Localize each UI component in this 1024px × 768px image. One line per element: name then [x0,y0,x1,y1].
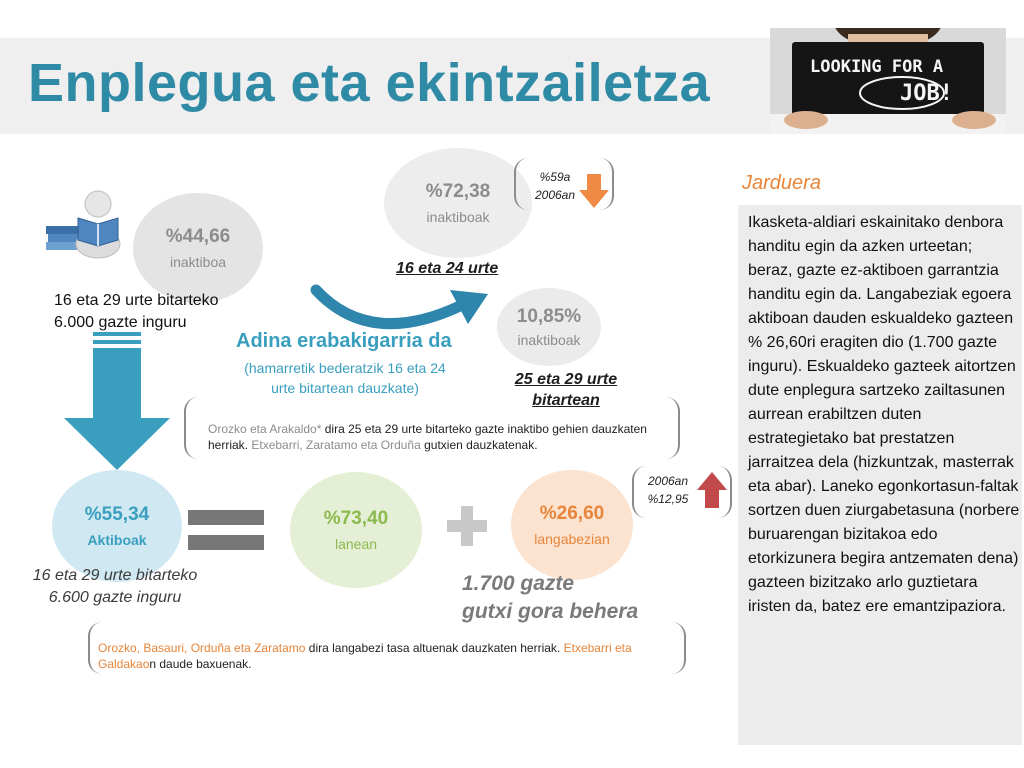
inactive-circle-16-24 [384,148,532,258]
sidebar-heading: Jarduera [742,172,821,194]
active-line-1: 16 eta 29 urte bitarteko [32,567,198,584]
population-line-2: 6.000 gazte inguru [54,314,187,331]
badge-2-line-2: %12,95 [647,492,689,506]
note-inactive-text [208,421,658,453]
badge-1-line-1: %59a [539,170,571,184]
age-decisive-title: Adina erabakigarria da [236,330,452,352]
age-25-29-line-2: bitartean [532,392,600,409]
inactive-25-29-pct: 10,85% [516,306,582,327]
arrow-up-icon [697,472,727,508]
page-title: Enplegua eta ekintzailetza [28,53,711,113]
active-pct: %55,34 [84,504,150,525]
big-down-arrow-icon [62,332,172,470]
note-1-towns-low: Etxebarri, Zaratamo eta Orduña [251,438,421,452]
note-2-towns-high: Orozko, Basauri, Orduña eta Zaratamo [98,641,306,655]
reading-person-icon [44,186,128,262]
age-decisive-subtitle [230,358,460,398]
photo-text-2: JOB! [900,81,953,106]
active-caption [10,565,220,609]
inactive-circle-25-29 [497,288,601,366]
note-2-towns-low: Etxebarri eta Galdakao [98,641,632,671]
active-label: Aktiboak [87,532,147,548]
arrow-down-icon [579,174,609,208]
inactive-total-pct: %44,66 [165,226,231,247]
note-1-text-b: gutxien dauzkatenak. [420,438,538,452]
note-2-text-b: n daude baxuenak. [149,657,252,671]
unemployed-line-2: gutxi gora behera [462,600,639,623]
employed-circle [290,472,422,588]
unemployed-line-1: 1.700 gazte [462,572,575,595]
inactive-total-label: inaktiboa [169,254,227,270]
badge-2006-inactive-text [533,168,577,204]
unemployed-caption [462,570,638,626]
badge-2006-unemployment-text [644,472,692,508]
inactive-16-24-pct: %72,38 [425,181,491,202]
note-1-text-a: dira 25 eta 29 urte bitarteko gazte inaktibo gehien dauzkaten herriak. [208,422,647,452]
employed-label: lanean [334,536,378,552]
unemployed-label: langabezian [534,531,610,547]
employed-pct: %73,40 [323,508,389,529]
sidebar-body: Ikasketa-aldiari eskainitako denbora handitu egin da azken urteetan; beraz, gazte ez-aktiboen garrantzia handitu egin da. Langabeziak egoera aktiboan dauden eskualdeko gazteen % 26,60ri eragiten dio (1.700 gazte inguru). Eskualdeko gazteek aitortzen dute enplegura sartzeko zailtasunen aurrean erabiltzen duten estrategietako bat prestatzen jarraitzea dela (hizkuntzak, masterrak eta abar). Laneko egonkortasun-faltak sortzen duen ziurgabetasuna (norbere buruarengan bizitakoa edo etorkizunera begira antzematen dena) gazteen bizitzako arlo guztietara iristen da, batez ere emantzipaziora. [748,214,1020,615]
plus-icon [447,506,487,546]
inactive-circle-total [133,193,263,303]
unemployed-circle [511,470,633,580]
unemployed-pct: %26,60 [539,503,605,524]
inactive-25-29-label: inaktiboak [517,332,581,348]
note-1-towns-high: Orozko eta Arakaldo* [208,422,322,436]
job-sign-photo [770,28,1006,134]
age-decisive-sub-2: urte bitartean dauzkate) [271,380,419,396]
age-16-24-label: 16 eta 24 urte [396,260,499,277]
population-caption [54,290,219,334]
equals-icon [188,510,264,552]
note-2-text-a: dira langabezi tasa altuenak dauzkaten herriak. [305,641,564,655]
note-unemployment-text [98,640,658,672]
badge-2-line-1: 2006an [647,474,689,488]
age-decisive-sub-1: (hamarretik bederatzik 16 eta 24 [244,360,446,376]
photo-text-1: LOOKING FOR A [810,57,944,77]
badge-1-line-2: 2006an [534,188,576,202]
inactive-16-24-label: inaktiboak [426,209,490,225]
age-25-29-line-1: 25 eta 29 urte [514,371,618,388]
active-line-2: 6.600 gazte inguru [48,589,182,606]
population-line-1: 16 eta 29 urte bitarteko [54,292,219,309]
